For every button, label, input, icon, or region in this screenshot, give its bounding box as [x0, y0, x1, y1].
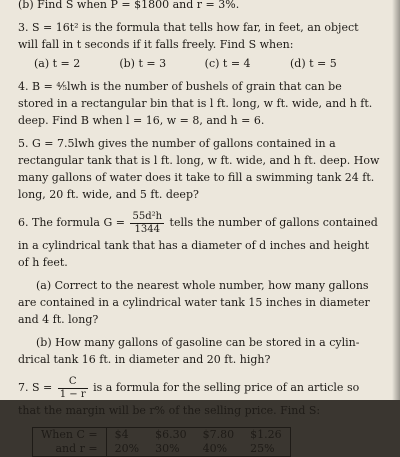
table-cell: $4	[114, 428, 129, 441]
problem-6a-line2: are contained in a cylindrical water tank 15 inches in diameter	[18, 296, 370, 309]
table-cell: 30%	[155, 442, 180, 455]
values-table	[32, 427, 291, 457]
problem-7-denominator: 1 − r	[59, 388, 86, 400]
problem-6-fraction	[130, 211, 164, 236]
problem-7-tail: is a formula for the selling price of an article so	[93, 381, 360, 394]
option-a: (a) t = 2	[34, 57, 81, 70]
problem-6-line2: in a cylindrical tank that has a diameter of d inches and height	[18, 239, 370, 252]
problem-5	[18, 135, 386, 203]
option-d: (d) t = 5	[289, 57, 337, 70]
problem-6-lead: 6. The formula G =	[18, 216, 125, 229]
problem-7	[18, 374, 386, 419]
problem-6	[18, 209, 386, 368]
table-cell: $7.80	[202, 428, 235, 441]
table-cell: $1.26	[250, 428, 282, 441]
table-cell: 20%	[114, 442, 140, 455]
problem-3	[18, 19, 386, 72]
problem-6-tail: tells the number of gallons contained	[169, 216, 378, 229]
problem-6-numerator: 55d²h	[132, 210, 163, 222]
table-row	[33, 442, 291, 457]
problem-5-line3: many gallons of water does it take to fill a swimming tank 24 ft.	[18, 171, 375, 184]
problem-7-line2: that the margin will be r% of the selling price. Find S:	[18, 404, 321, 417]
problem-5-line4: long, 20 ft. wide, and 5 ft. deep?	[18, 188, 199, 201]
problem-4-line2: stored in a rectangular bin that is l ft. long, w ft. wide, and h ft.	[18, 97, 373, 110]
problem-6-denominator: 1344	[134, 223, 160, 235]
problem-6-line1	[18, 209, 386, 237]
problem-3-line2: will fall in t seconds if it falls freely. Find S when:	[18, 38, 294, 51]
problem-5-line2: rectangular tank that is l ft. long, w ft. wide, and h ft. deep. How	[18, 154, 380, 167]
problem-7-line1	[18, 374, 386, 402]
page-edge-shadow	[392, 0, 400, 400]
problem-6-line3: of h feet.	[18, 256, 68, 269]
problem-4-line1: 4. B = ⁴⁄₅lwh is the number of bushels of grain that can be	[18, 80, 342, 93]
page-content	[18, 0, 386, 457]
row-label-r: and r =	[33, 442, 107, 457]
problem-3-options	[18, 55, 386, 72]
problem-6a-line3: and 4 ft. long?	[18, 313, 99, 326]
problem-7-fraction	[58, 376, 88, 401]
problem-5-line1: 5. G = 7.5lwh gives the number of gallons contained in a	[18, 137, 336, 150]
problem-6b-line1: (b) How many gallons of gasoline can be stored in a cylin-	[36, 336, 360, 349]
problem-6a-line1: (a) Correct to the nearest whole number, how many gallons	[36, 279, 369, 292]
table-cell: $6.30	[155, 428, 187, 441]
problem-6b-line2: drical tank 16 ft. in diameter and 20 ft. high?	[18, 353, 271, 366]
problem-4	[18, 78, 386, 129]
problem-4-line3: deep. Find B when l = 16, w = 8, and h = 6.	[18, 114, 265, 127]
problem-7-numerator: C	[58, 376, 88, 389]
row-label-c: When C =	[33, 428, 107, 443]
table-cell: 25%	[250, 442, 275, 455]
table-cell: 40%	[202, 442, 228, 455]
problem-3-line1: 3. S = 16t² is the formula that tells how far, in feet, an object	[18, 21, 359, 34]
option-b: (b) t = 3	[119, 57, 167, 70]
problem-7-lead: 7. S =	[18, 381, 53, 394]
table-row	[33, 428, 291, 443]
option-c: (c) t = 4	[204, 57, 251, 70]
problem-2b: (b) Find S when P = $1800 and r = 3%.	[18, 0, 240, 11]
